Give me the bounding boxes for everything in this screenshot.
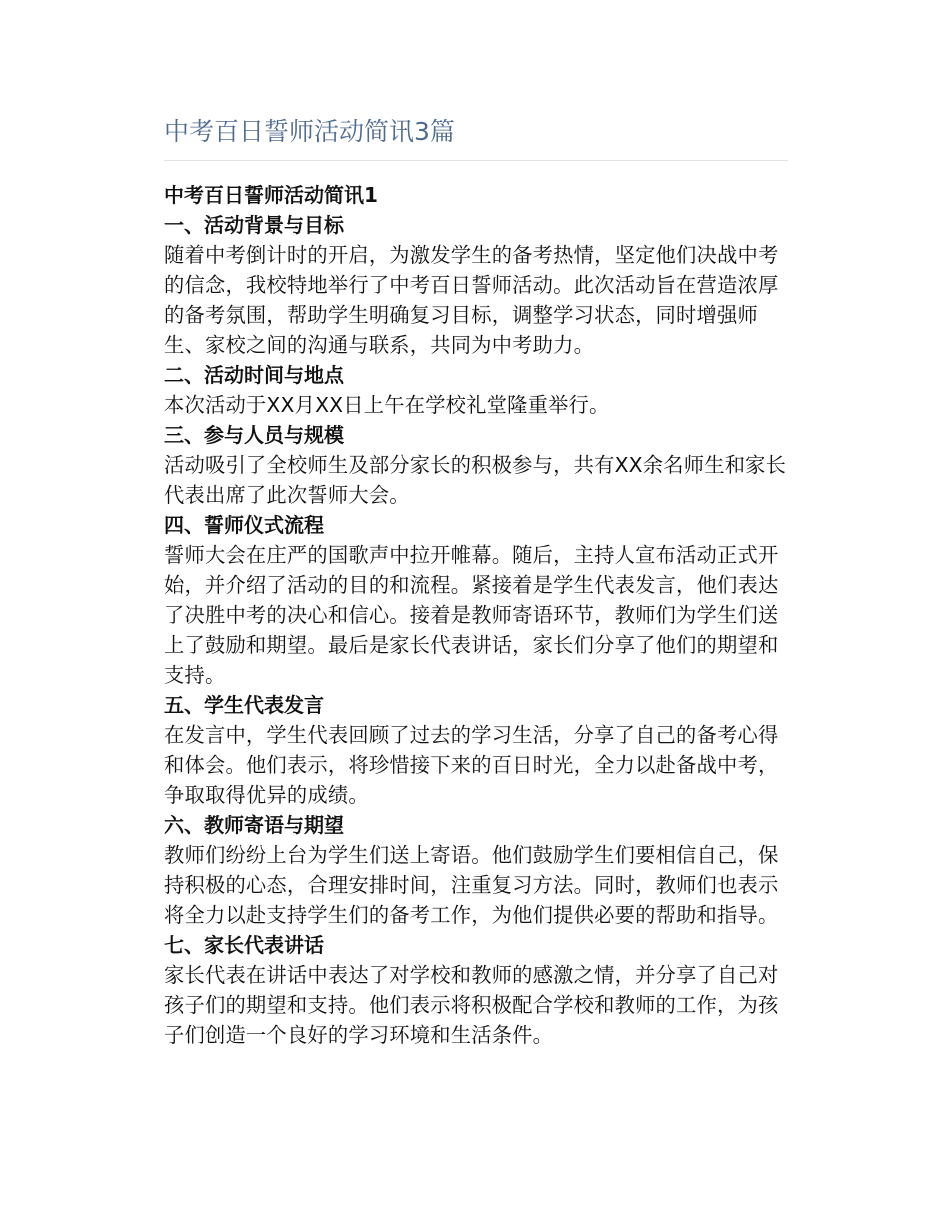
section-heading: 三、参与人员与规模	[164, 423, 344, 447]
section-participants	[164, 420, 788, 510]
article-title: 中考百日誓师活动简讯1	[164, 183, 378, 207]
section-teacher-message	[164, 810, 788, 930]
section-paragraph: 活动吸引了全校师生及部分家长的积极参与，共有XX余名师生和家长代表出席了此次誓师大会。	[164, 453, 787, 507]
section-paragraph: 誓师大会在庄严的国歌声中拉开帷幕。随后，主持人宣布活动正式开始，并介绍了活动的目的和流程。紧接着是学生代表发言，他们表达了决胜中考的决心和信心。接着是教师寄语环节，教师们为学生们送上了鼓励和期望。最后是家长代表讲话，家长们分享了他们的期望和支持。	[164, 543, 779, 687]
section-heading: 六、教师寄语与期望	[164, 813, 344, 837]
section-ceremony-flow	[164, 510, 788, 690]
section-background	[164, 210, 788, 360]
document-title: 中考百日誓师活动简讯3篇	[164, 117, 455, 146]
article-body	[164, 180, 788, 1050]
title-divider	[164, 160, 788, 161]
section-student-speech	[164, 690, 788, 810]
section-paragraph: 教师们纷纷上台为学生们送上寄语。他们鼓励学生们要相信自己，保持积极的心态，合理安排时间，注重复习方法。同时，教师们也表示将全力以赴支持学生们的备考工作，为他们提供必要的帮助和指导。	[164, 843, 779, 927]
section-parent-speech	[164, 930, 788, 1050]
section-time-place	[164, 360, 788, 420]
section-paragraph: 随着中考倒计时的开启，为激发学生的备考热情，坚定他们决战中考的信念，我校特地举行了中考百日誓师活动。此次活动旨在营造浓厚的备考氛围，帮助学生明确复习目标，调整学习状态，同时增强师生、家校之间的沟通与联系，共同为中考助力。	[164, 243, 779, 357]
section-heading: 五、学生代表发言	[164, 693, 324, 717]
section-heading: 四、誓师仪式流程	[164, 513, 324, 537]
section-heading: 一、活动背景与目标	[164, 213, 344, 237]
section-heading: 七、家长代表讲话	[164, 933, 324, 957]
section-paragraph: 家长代表在讲话中表达了对学校和教师的感激之情，并分享了自己对孩子们的期望和支持。他们表示将积极配合学校和教师的工作，为孩子们创造一个良好的学习环境和生活条件。	[164, 963, 779, 1047]
section-heading: 二、活动时间与地点	[164, 363, 344, 387]
section-paragraph: 在发言中，学生代表回顾了过去的学习生活，分享了自己的备考心得和体会。他们表示，将珍惜接下来的百日时光，全力以赴备战中考，争取取得优异的成绩。	[164, 723, 779, 807]
section-paragraph: 本次活动于XX月XX日上午在学校礼堂隆重举行。	[164, 393, 610, 417]
